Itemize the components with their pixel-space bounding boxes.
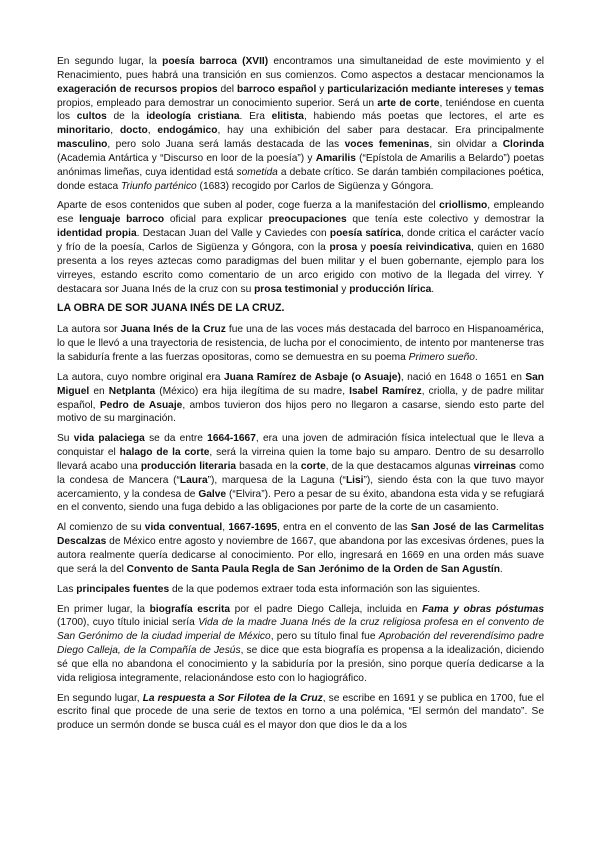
text-run: , bbox=[147, 125, 158, 137]
text-run: basada en la bbox=[236, 460, 301, 472]
text-run: , será la virreina quien la tome bajo su amparo. Dentro de su desarrollo llevará acabo una bbox=[57, 447, 545, 472]
text-run: , de la que destacamos algunas bbox=[325, 460, 474, 472]
text-run: se da entre bbox=[144, 433, 208, 445]
text-run: sometida bbox=[236, 166, 278, 178]
text-run: endogámico bbox=[157, 125, 218, 137]
paragraph bbox=[57, 199, 544, 296]
text-run: , empleando ese bbox=[57, 200, 544, 226]
text-run: (“Epístola de Amarilis a Belardo”) poetas anónimas limeñas, cuya identidad está bbox=[57, 152, 544, 178]
text-run: Vida de la madre Juana Inés de la cruz religiosa profesa en el convento de San Gerónimo de la ciudad imperial de México bbox=[57, 617, 544, 643]
text-run: vida conventual bbox=[144, 522, 223, 534]
text-run: y bbox=[357, 241, 370, 253]
text-run: del bbox=[217, 83, 237, 95]
text-run: lenguaje barroco bbox=[79, 214, 165, 226]
text-run: , hay una exhibición del saber para destacar. Era principalmente bbox=[217, 125, 544, 137]
text-run: cultos bbox=[76, 111, 107, 123]
text-run: La autora sor bbox=[57, 324, 121, 336]
text-run: La respuesta a Sor Filotea de la Cruz bbox=[142, 692, 323, 704]
text-run: docto bbox=[119, 125, 148, 137]
text-run: Aparte de esos contenidos que suben al poder, coge fuerza a la manifestación del bbox=[57, 200, 440, 212]
text-run: Lisi bbox=[345, 474, 364, 486]
text-run: Laura bbox=[179, 474, 208, 486]
text-run: , pero solo Juana será lamás destacada de las bbox=[107, 139, 345, 151]
text-run: y bbox=[503, 83, 515, 95]
section-heading: LA OBRA DE SOR JUANA INÉS DE LA CRUZ. bbox=[57, 302, 285, 315]
text-run: , entra en el convento de las bbox=[277, 522, 411, 534]
text-run: , se dice que esta biografía es propensa a la idealización, diciendo sé que ella no abandona el conocimiento y la sabiduría por la presión, sino porque quería dedicarse a la vida religiosa integramente, relacionándose esto con lo hagiográfico. bbox=[57, 645, 544, 684]
text-run: particularización mediante intereses bbox=[327, 83, 504, 95]
text-run: por el padre Diego Calleja, incluida en bbox=[230, 603, 423, 615]
text-run: (México) era hija ilegítima de su madre, bbox=[155, 385, 350, 397]
text-run: preocupaciones bbox=[268, 214, 347, 226]
text-run: exageración de recursos propios bbox=[57, 83, 218, 95]
text-run: Juana Inés de la Cruz bbox=[120, 324, 226, 336]
text-run: arte de corte bbox=[377, 97, 440, 109]
paragraph bbox=[57, 583, 544, 597]
text-run: , nació en 1648 o 1651 en bbox=[400, 371, 526, 383]
paragraph bbox=[57, 521, 544, 576]
text-run: , sin olvidar a bbox=[429, 139, 503, 151]
text-run: En primer lugar, la bbox=[57, 603, 150, 615]
text-run: , teniéndose en cuenta los bbox=[57, 97, 545, 123]
text-run: de la que podemos extraer toda esta información son las siguientes. bbox=[169, 583, 481, 595]
text-run: criollismo bbox=[439, 200, 488, 212]
text-run: 1664-1667 bbox=[207, 433, 256, 445]
text-run: de la bbox=[106, 111, 147, 123]
text-run: identidad propia bbox=[57, 228, 137, 240]
text-run: 1667-1695 bbox=[228, 522, 278, 534]
text-run: virreinas bbox=[473, 460, 517, 472]
text-run: , era una joven de admiración física intelectual que le lleva a conquistar el bbox=[57, 433, 544, 459]
text-run: , ambos tuvieron dos hijos pero no llegaron a casarse, siendo esto parte del motivo de su marginación. bbox=[57, 399, 544, 425]
text-run: Fama y obras póstumas bbox=[422, 603, 545, 615]
text-run: , bbox=[222, 522, 229, 534]
text-run: . bbox=[474, 352, 478, 364]
text-run: , pero su título final fue bbox=[270, 631, 379, 643]
text-run: y bbox=[316, 83, 328, 95]
text-run: Aprobación del reverendísimo padre Diego Calleja, de la Compañía de Jesús bbox=[57, 631, 544, 657]
section-intro bbox=[57, 55, 544, 296]
text-run: halago de la corte bbox=[119, 447, 210, 459]
section-body bbox=[57, 323, 544, 733]
text-run: Amarilis bbox=[315, 152, 356, 164]
text-run: prosa bbox=[329, 241, 358, 253]
text-run: biografía escrita bbox=[149, 603, 231, 615]
text-run: . bbox=[431, 283, 435, 295]
text-run: . bbox=[499, 563, 503, 575]
paragraph bbox=[57, 371, 544, 426]
text-run: (1700), cuyo título inicial sería bbox=[57, 617, 199, 629]
text-run: Isabel Ramírez bbox=[349, 385, 422, 397]
text-run: que tenía este colectivo y demostrar la bbox=[346, 214, 544, 226]
text-run: producción lírica bbox=[349, 283, 432, 295]
text-run: ideología cristiana bbox=[146, 111, 240, 123]
text-run: encontramos una simultaneidad de este movimiento y el Renacimiento, pues habrá una transición en sus comienzos. Como aspectos a destacar mencionamos la bbox=[57, 56, 545, 81]
text-run: Convento de Santa Paula Regla de San Jerónimo de la Orden de San Agustín bbox=[126, 563, 500, 575]
text-run: en bbox=[89, 385, 109, 397]
text-run: poesía satírica bbox=[329, 228, 402, 240]
text-run: Su bbox=[57, 433, 74, 445]
text-run: vida palaciega bbox=[73, 433, 145, 445]
paragraph bbox=[57, 432, 544, 515]
text-run: Primero sueño bbox=[408, 352, 475, 364]
text-run: , habiendo más poetas que lectores, el arte es bbox=[303, 111, 544, 123]
text-run: y bbox=[338, 283, 350, 295]
text-run: voces femeninas bbox=[344, 139, 430, 151]
text-run: Pedro de Asuaje bbox=[99, 399, 183, 411]
text-run: fue una de las voces más destacada del barroco en Hispanoamérica, lo que le llevó a una trayectoria de resistencia, de lucha por el conocimiento, de intento por mantenerse tras la sabiduría frente a las fuerzas opositoras, como se demuestra en su poema bbox=[57, 324, 544, 364]
text-run: Al comienzo de su bbox=[57, 522, 145, 534]
text-run: oficial para explicar bbox=[164, 214, 269, 226]
text-run: (Academia Antártica y “Discurso en loor de la poesía”) y bbox=[57, 152, 316, 164]
document-page bbox=[57, 55, 544, 739]
paragraph bbox=[57, 692, 544, 734]
text-run: . Destacan Juan del Valle y Caviedes con bbox=[136, 228, 330, 240]
text-run: ”), marquesa de la Laguna (“ bbox=[207, 474, 346, 486]
text-run: como la condesa de Mancera (“ bbox=[57, 460, 544, 486]
text-run: San Miguel bbox=[57, 371, 545, 397]
text-run: La autora, cuyo nombre original era bbox=[57, 371, 224, 383]
text-run: poesía barroca (XVII) bbox=[162, 56, 269, 67]
text-run: poesía reivindicativa bbox=[369, 241, 472, 253]
text-run: . Era bbox=[239, 111, 272, 123]
text-run: , criolla, y de padre militar español, bbox=[57, 385, 544, 411]
text-run: San José de las Carmelitas Descalzas bbox=[57, 522, 544, 548]
text-run: Juana Ramírez de Asbaje (o Asuaje) bbox=[223, 371, 401, 383]
text-run: a debate crítico. Se darán también compilaciones poética, donde estaca bbox=[57, 166, 544, 192]
paragraph bbox=[57, 603, 544, 686]
text-run: Netplanta bbox=[108, 385, 156, 397]
text-run: producción literaria bbox=[140, 460, 237, 472]
text-run: Clorinda bbox=[502, 139, 545, 151]
text-run: En segundo lugar, la bbox=[57, 56, 163, 67]
text-run: elitista bbox=[271, 111, 304, 123]
text-run: propios, empleado para demostrar un conocimiento superior. Será un bbox=[57, 97, 378, 109]
text-run: barroco español bbox=[236, 83, 317, 95]
paragraph bbox=[57, 55, 544, 193]
text-run: principales fuentes bbox=[76, 583, 170, 595]
text-run: , se escribe en 1691 y se publica en 1700, fue el escrito final que procede de una serie de textos en torno a una polémica, “El sermón del mandato”. Se produce un sermón donde se busca cuál es el mayor don que dios le da a los bbox=[57, 692, 544, 732]
text-run: Galve bbox=[198, 488, 227, 500]
text-run: Las bbox=[57, 583, 77, 595]
text-run: En segundo lugar, bbox=[57, 692, 143, 704]
paragraph bbox=[57, 323, 544, 365]
text-run: Triunfo parténico bbox=[121, 180, 197, 192]
text-run: masculino bbox=[57, 139, 108, 151]
text-run: , donde critica el carácter vacío y frío de la poesía, Carlos de Sigüenza y Góngora, con la bbox=[57, 228, 544, 253]
text-run: (1683) recogido por Carlos de Sigüenza y Góngora. bbox=[196, 180, 434, 192]
text-run: corte bbox=[300, 460, 326, 472]
text-run: , quien en 1680 presenta a los reyes aztecas como paradigmas del buen militar y el buen gobernante, ejemplo para los virreyes, estando escrito como comentario de un arco erigido con motivo de la llegada del virrey. Y destacara sor Juana Inés de la cruz con su bbox=[57, 241, 544, 295]
text-run: de México entre agosto y noviembre de 1667, que abandona por las excesivas órdenes, pues la autora realmente quería dedicarse al conocimiento. Por ello, ingresará en 1669 en una orden más suave que será la del bbox=[57, 536, 544, 575]
text-run: temas bbox=[514, 83, 544, 95]
text-run: (“Elvira”). Pero a pesar de su éxito, abandona esta vida y se refugiará en el convento, siendo una fuga debido a las obligaciones por parte de la corte de un casamiento. bbox=[57, 488, 544, 514]
text-run: minoritario bbox=[57, 125, 111, 137]
text-run: , bbox=[110, 125, 120, 137]
text-run: ”), siendo ésta con la que tuvo mayor acercamiento, y la condesa de bbox=[57, 474, 544, 500]
text-run: prosa testimonial bbox=[254, 283, 339, 295]
